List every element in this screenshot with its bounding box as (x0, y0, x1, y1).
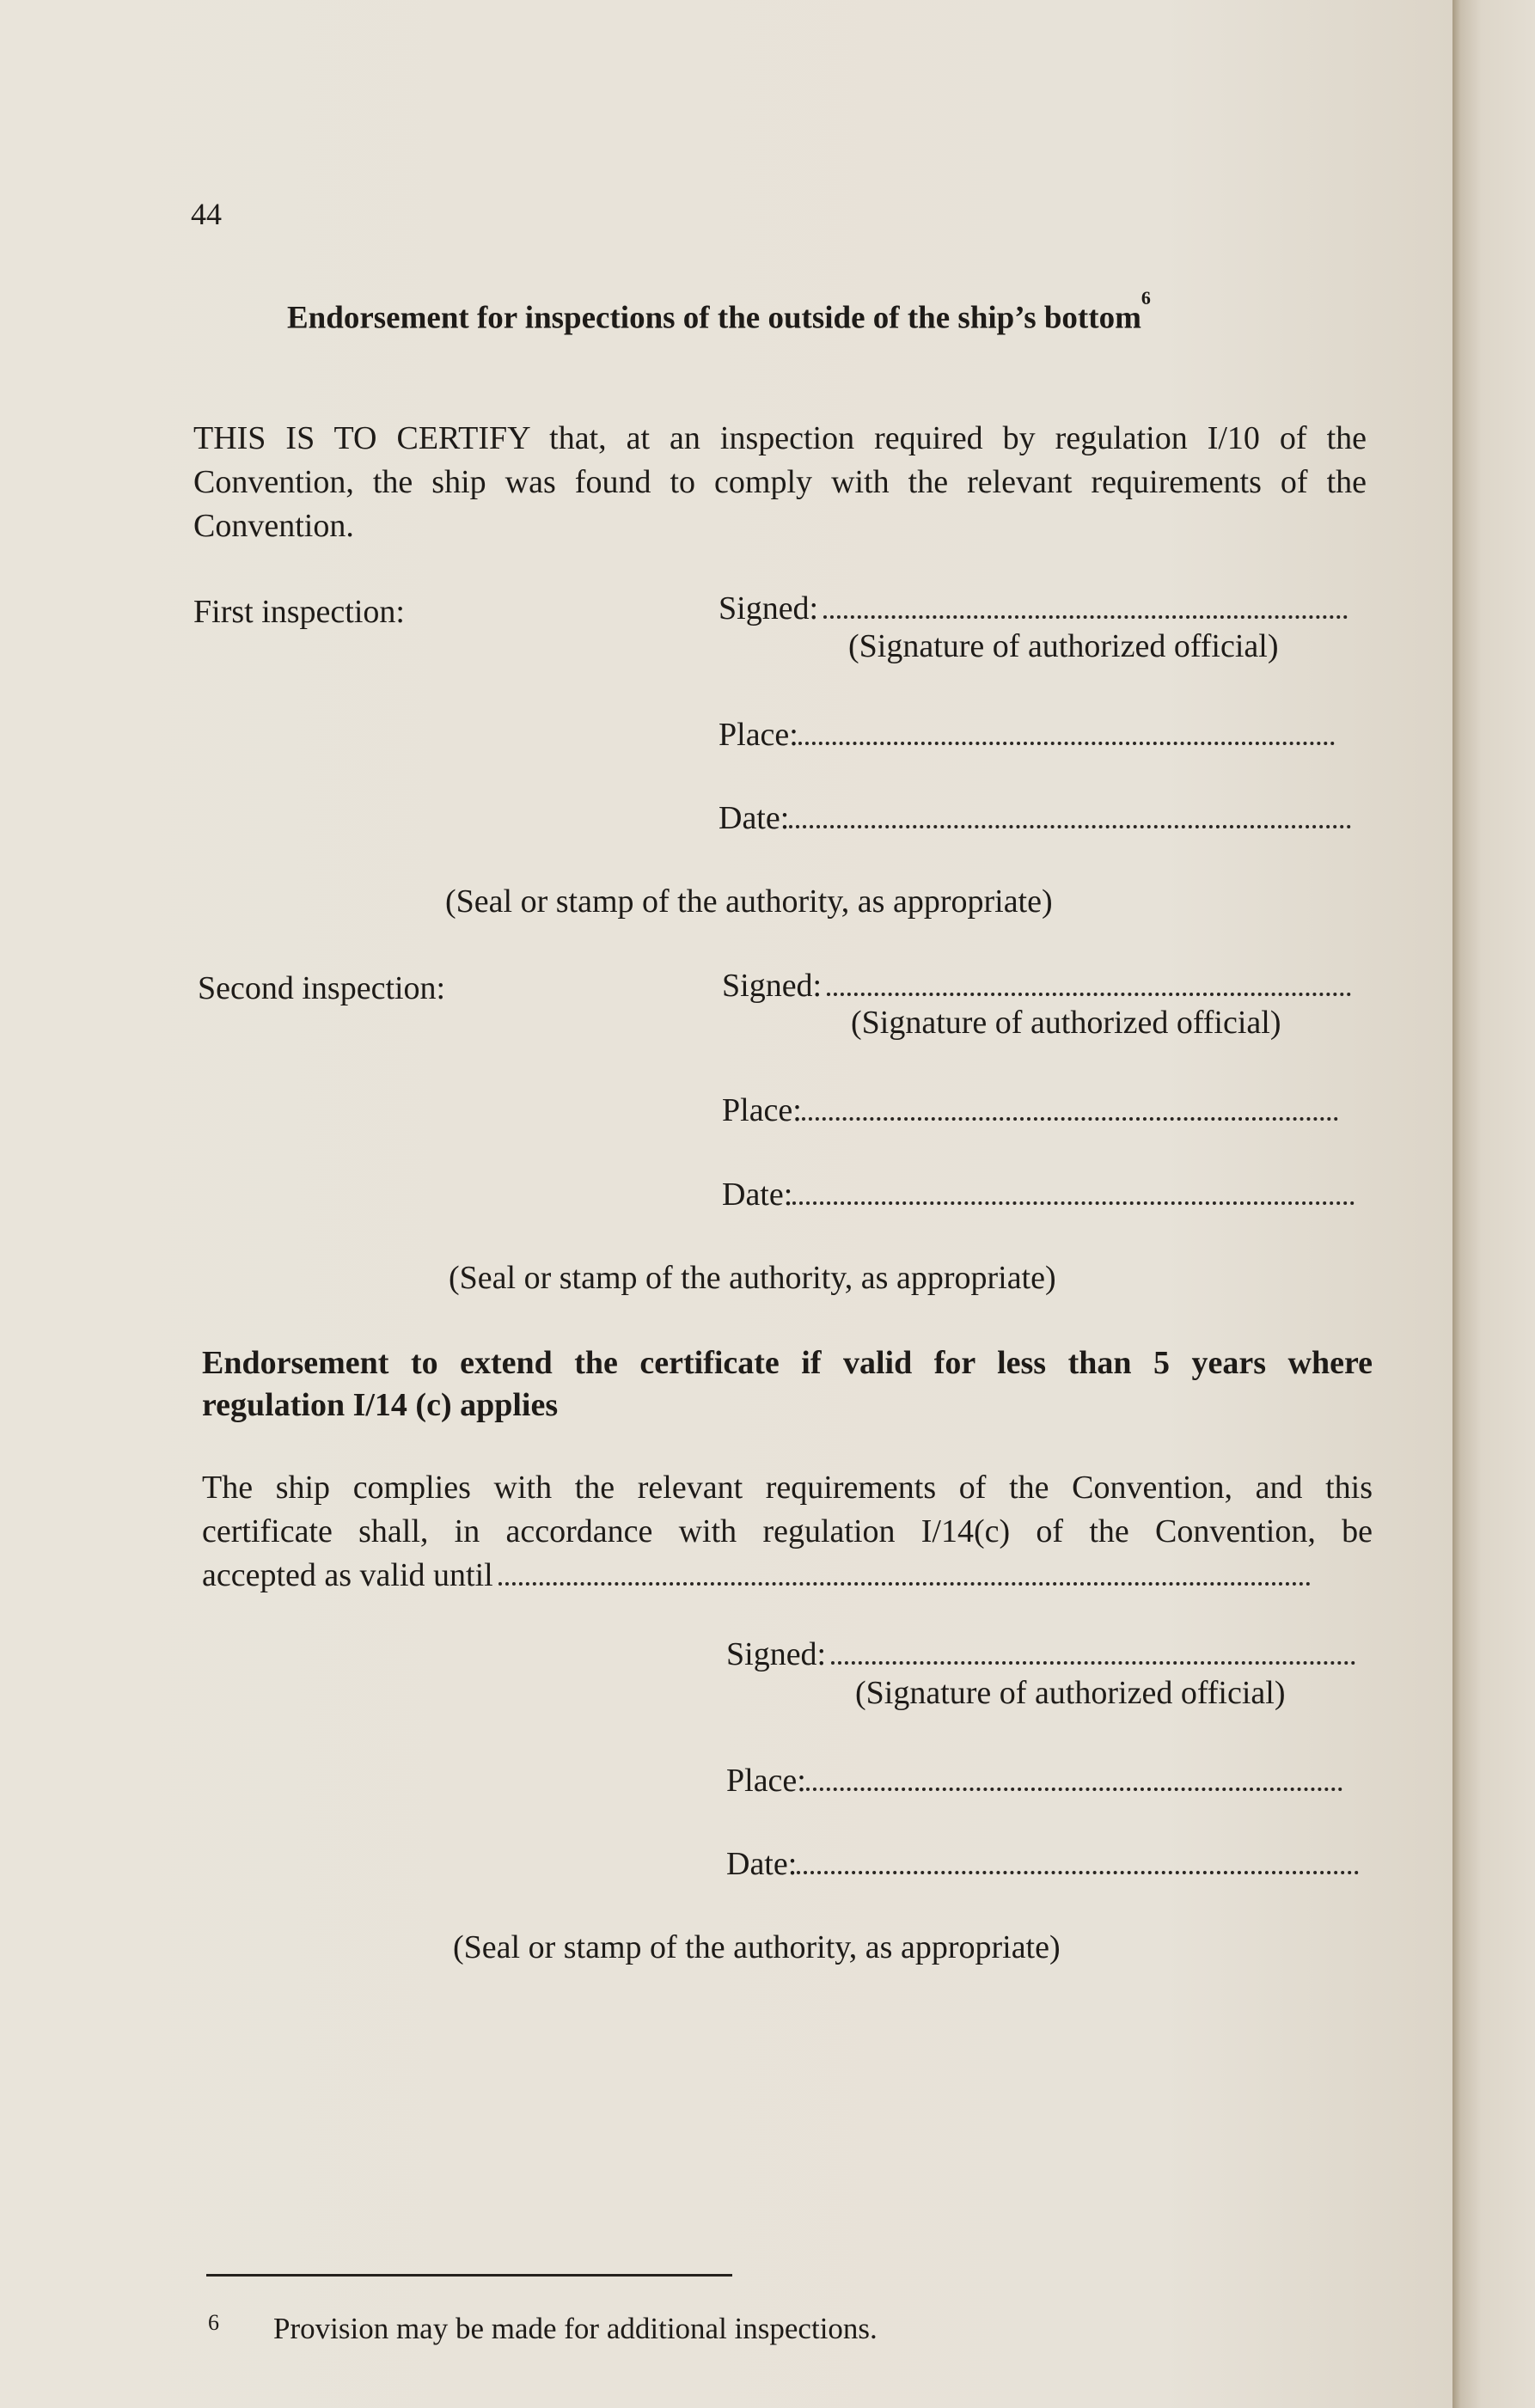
place-label: Place: (722, 1092, 802, 1128)
place-label: Place: (719, 717, 798, 753)
extension-heading (202, 1342, 1373, 1427)
page-binding-edge (1452, 0, 1535, 2408)
signed-dotted-line (827, 992, 1351, 996)
extension-date-field[interactable] (726, 1845, 1359, 1883)
certify-line: THIS IS TO CERTIFY that, at an inspection required by regulation I/10 of the (193, 420, 1367, 456)
second-signed-field[interactable] (722, 967, 1351, 1005)
seal-note: (Seal or stamp of the authority, as appropriate) (449, 1260, 1056, 1296)
signed-dotted-line (831, 1660, 1355, 1665)
place-dotted-line (806, 1787, 1342, 1791)
valid-until-dotted-line (498, 1581, 1311, 1586)
date-label: Date: (719, 800, 790, 836)
body-line: certificate shall, in accordance with regulation I/14(c) of the Convention, be (202, 1513, 1373, 1549)
title-footnote-ref: 6 (1141, 287, 1151, 309)
seal-note: (Seal or stamp of the authority, as appropriate) (453, 1929, 1061, 1965)
footnote-separator (206, 2274, 732, 2277)
signature-note: (Signature of authorized official) (848, 628, 1279, 664)
date-dotted-line (792, 1201, 1355, 1205)
date-dotted-line (797, 1870, 1359, 1874)
certify-line: Convention, the ship was found to comply with the relevant requirements of the (193, 464, 1367, 500)
body-line: The ship complies with the relevant requirements of the Convention, and this (202, 1470, 1373, 1506)
place-label: Place: (726, 1763, 806, 1799)
extension-signed-field[interactable] (726, 1635, 1355, 1673)
signed-dotted-line (823, 614, 1348, 619)
heading-line: Endorsement to extend the certificate if valid for less than 5 years where (202, 1345, 1373, 1381)
page-title (287, 287, 1151, 336)
second-inspection-label: Second inspection: (198, 970, 446, 1006)
first-inspection-label: First inspection: (193, 594, 405, 630)
place-dotted-line (798, 741, 1335, 745)
first-place-field[interactable] (719, 716, 1335, 754)
seal-note: (Seal or stamp of the authority, as appropriate) (445, 883, 1053, 920)
signed-label: Signed: (726, 1636, 827, 1672)
second-date-field[interactable] (722, 1176, 1355, 1213)
extension-body (202, 1466, 1373, 1598)
valid-until-field[interactable] (202, 1554, 1373, 1598)
signed-label: Signed: (722, 968, 823, 1004)
certify-paragraph (193, 417, 1367, 548)
certify-line: Convention. (193, 508, 354, 544)
signed-label: Signed: (719, 590, 819, 626)
footnote-text: Provision may be made for additional inspections. (273, 2312, 878, 2345)
heading-line: regulation I/14 (c) applies (202, 1387, 559, 1423)
place-dotted-line (802, 1116, 1338, 1121)
first-signed-field[interactable] (719, 590, 1348, 627)
date-label: Date: (722, 1176, 793, 1213)
first-date-field[interactable] (719, 799, 1351, 837)
date-label: Date: (726, 1846, 798, 1882)
page-number: 44 (191, 197, 222, 231)
signature-note: (Signature of authorized official) (855, 1675, 1286, 1711)
title-text: Endorsement for inspections of the outside of the ship’s bottom (287, 300, 1141, 336)
date-dotted-line (789, 824, 1351, 828)
body-line: accepted as valid until (202, 1557, 493, 1593)
footnote-marker: 6 (208, 2310, 219, 2335)
second-place-field[interactable] (722, 1091, 1338, 1129)
signature-note: (Signature of authorized official) (851, 1005, 1281, 1041)
extension-place-field[interactable] (726, 1762, 1342, 1800)
